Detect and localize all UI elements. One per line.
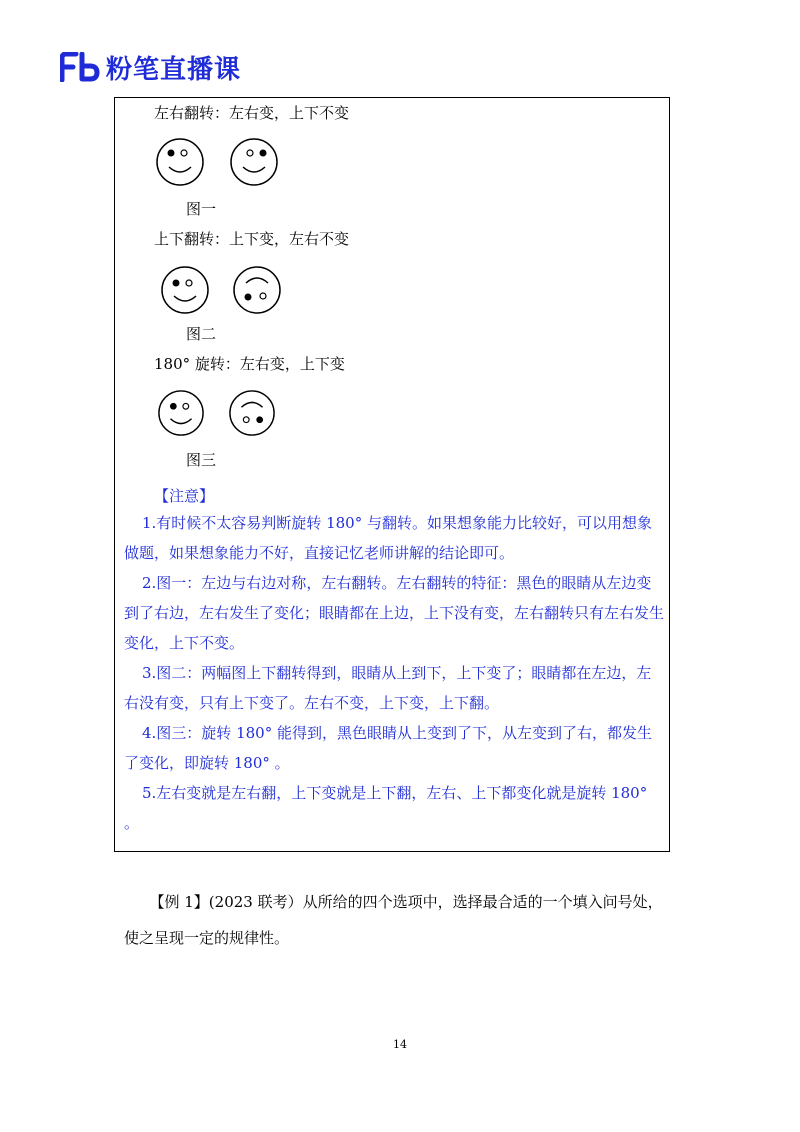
figure1-caption: 图一 bbox=[186, 200, 217, 218]
notes-list bbox=[124, 508, 664, 838]
note-item-3: 3.图二：两幅图上下翻转得到，眼睛从上到下，上下变了；眼睛都在左边，左右没有变，只有上下变了。左右不变，上下变，上下翻。 bbox=[124, 664, 652, 712]
example-question: 【例 1】(2023 联考）从所给的四个选项中，选择最合适的一个填入问号处，使之呈现一定的规律性。 bbox=[124, 893, 663, 947]
smiley-face-rotated-180 bbox=[228, 389, 276, 437]
smiley-face-flipped-vertical bbox=[232, 265, 282, 315]
note-item-1: 1.有时候不太容易判断旋转 180° 与翻转。如果想象能力比较好，可以用想象做题，如果想象能力不好，直接记忆老师讲解的结论即可。 bbox=[124, 514, 652, 562]
note-item-4: 4.图三：旋转 180° 能得到，黑色眼睛从上变到了下，从左变到了右，都发生了变化，即旋转 180° 。 bbox=[124, 724, 652, 772]
brand-logo bbox=[60, 50, 241, 84]
smiley-face-eyes-left-black bbox=[155, 137, 205, 187]
section2-heading: 上下翻转：上下变，左右不变 bbox=[154, 230, 350, 248]
note-item-5: 5.左右变就是左右翻，上下变就是上下翻，左右、上下都变化就是旋转 180° 。 bbox=[124, 784, 648, 832]
smiley-face-upright bbox=[160, 265, 210, 315]
smiley-face-original bbox=[157, 389, 205, 437]
figure3-caption: 图三 bbox=[186, 451, 217, 469]
logo-text: 粉笔直播课 bbox=[106, 54, 242, 85]
section1-heading: 左右翻转：左右变，上下不变 bbox=[154, 104, 350, 122]
section3-heading: 180° 旋转：左右变，上下变 bbox=[154, 355, 345, 373]
fb-logo-icon bbox=[60, 52, 100, 82]
notes-title: 【注意】 bbox=[154, 487, 215, 505]
figure2-caption: 图二 bbox=[186, 325, 217, 343]
smiley-face-eyes-right-black bbox=[229, 137, 279, 187]
note-item-2: 2.图一：左边与右边对称，左右翻转。左右翻转的特征：黑色的眼睛从左边变到了右边，左右发生了变化；眼睛都在上边，上下没有变，左右翻转只有左右发生变化，上下不变。 bbox=[124, 574, 665, 652]
page-number: 14 bbox=[393, 1038, 407, 1051]
